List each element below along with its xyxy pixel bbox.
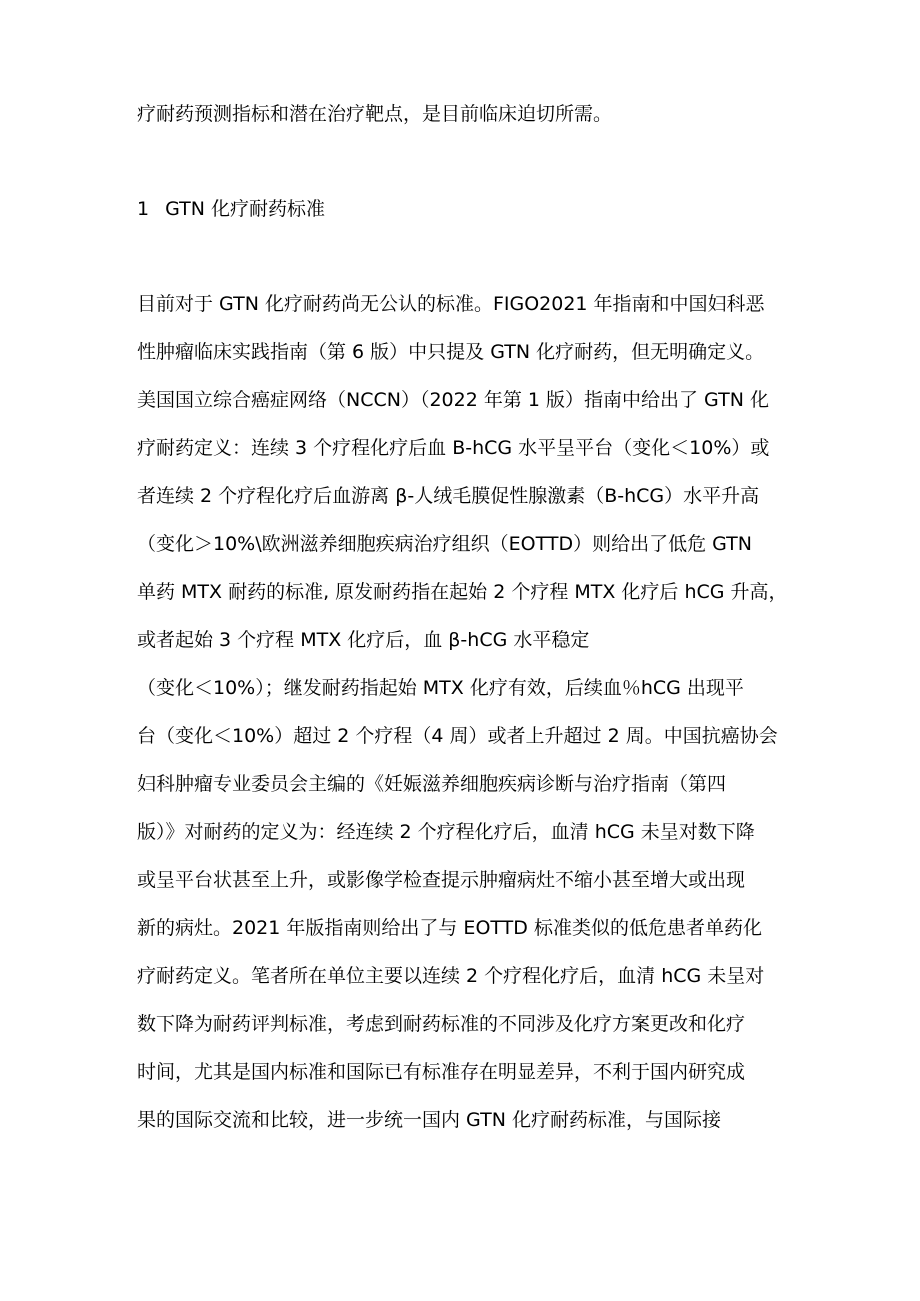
paragraph-line: 果的国际交流和比较，进一步统一国内 GTN 化疗耐药标准，与国际接 <box>137 1109 721 1131</box>
section-heading <box>137 197 797 221</box>
paragraph-line: 单药 MTX 耐药的标准, 原发耐药指在起始 2 个疗程 MTX 化疗后 hCG 升高， <box>137 581 788 603</box>
paragraph-line: 美国国立综合癌症网络（NCCN）（2022 年第 1 版）指南中给出了 GTN 化 <box>137 389 769 411</box>
paragraph-line: 数下降为耐药评判标准，考虑到耐药标准的不同涉及化疗方案更改和化疗 <box>137 1013 746 1035</box>
intro-line: 疗耐药预测指标和潜在治疗靶点，是目前临床迫切所需。 <box>137 103 613 125</box>
section-heading-number: 1 <box>137 198 150 220</box>
paragraph-line: 时间，尤其是国内标准和国际已有标准存在明显差异，不利于国内研究成 <box>137 1061 746 1083</box>
paragraph-line: 疗耐药定义：连续 3 个疗程化疗后血 B-hCG 水平呈平台（变化＜10%）或 <box>137 437 770 459</box>
paragraph-line: 者连续 2 个疗程化疗后血游离 β-人绒毛膜促性腺激素（B-hCG）水平升高 <box>137 485 760 507</box>
paragraph-line: 新的病灶。2021 年版指南则给出了与 EOTTD 标准类似的低危患者单药化 <box>137 917 762 939</box>
paragraph-line: 台（变化＜10%）超过 2 个疗程（4 周）或者上升超过 2 周。中国抗癌协会 <box>137 725 778 747</box>
paragraph-line: （变化＞10%\欧洲滋养细胞疾病治疗组织（EOTTD）则给出了低危 GTN <box>137 533 753 555</box>
section-heading-title: GTN 化疗耐药标准 <box>165 198 325 220</box>
paragraph-line: 或呈平台状甚至上升，或影像学检查提示肿瘤病灶不缩小甚至增大或出现 <box>137 869 746 891</box>
paragraph-line: 妇科肿瘤专业委员会主编的《妊娠滋养细胞疾病诊断与治疗指南（第四 <box>137 773 727 795</box>
paragraph-line: 或者起始 3 个疗程 MTX 化疗后，血 β-hCG 水平稳定 <box>137 629 590 651</box>
paragraph-line: 目前对于 GTN 化疗耐药尚无公认的标准。FIGO2021 年指南和中国妇科恶 <box>137 293 765 315</box>
paragraph-line: 疗耐药定义。笔者所在单位主要以连续 2 个疗程化疗后，血清 hCG 未呈对 <box>137 965 765 987</box>
paragraph-line: （变化＜10%）；继发耐药指起始 MTX 化疗有效，后续血％hCG 出现平 <box>137 677 744 699</box>
paragraph-line: 性肿瘤临床实践指南（第 6 版）中只提及 GTN 化疗耐药，但无明确定义。 <box>137 341 765 363</box>
paragraph-line: 版）》对耐药的定义为：经连续 2 个疗程化疗后，血清 hCG 未呈对数下降 <box>137 821 755 843</box>
